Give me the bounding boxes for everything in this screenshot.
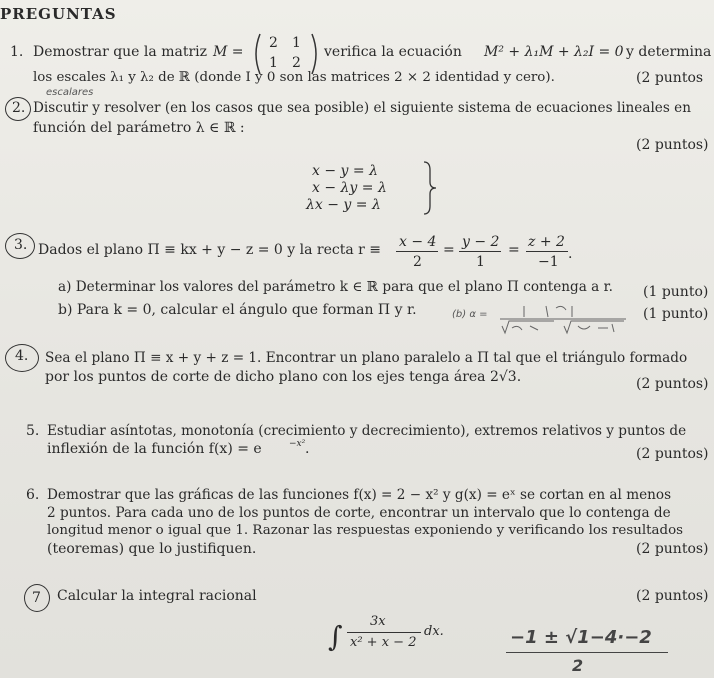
q7-text: Calcular la integral racional (57, 588, 257, 604)
q2-text-line2: función del parámetro λ ∈ ℝ : (33, 120, 245, 136)
q3-frac3-num: z + 2 (528, 234, 565, 250)
q5-points: (2 puntos) (636, 446, 709, 462)
q7-handwritten-bar (506, 652, 668, 653)
q3-eq-sign2: = (508, 242, 520, 258)
q2-text-line1: Discutir y resolver (en los casos que sea posible) el siguiente sistema de ecuaciones lineales en (33, 100, 691, 116)
q2-system-brace (420, 160, 440, 216)
q5-text-end: . (305, 441, 310, 457)
q6-text-line2: 2 puntos. Para cada uno de los puntos de corte, encontrar un intervalo que lo contenga de (47, 505, 671, 521)
q3-handwritten-formula (494, 300, 634, 336)
q7-integral-sign: ∫ (328, 620, 343, 653)
q1-matrix-a22: 2 (292, 55, 301, 71)
q3-frac3-den: −1 (538, 254, 559, 270)
q3-frac1-bar (396, 251, 438, 252)
q1-handwritten-note: escalares (46, 87, 94, 98)
q3-period: . (568, 246, 573, 262)
q3-part-a-points: (1 punto) (643, 284, 709, 300)
q6-points: (2 puntos) (636, 541, 709, 557)
q3-handwritten-alpha: (b) α = (452, 309, 488, 320)
q7-integral-num: 3x (370, 614, 386, 629)
q2-system-eq1: x − y = λ (312, 163, 378, 179)
q4-number: 4. (15, 348, 29, 364)
q7-handwritten-den: 2 (572, 656, 584, 675)
q7-integral-bar (347, 632, 421, 633)
q3-frac2-num: y − 2 (462, 234, 500, 250)
q7-handwritten-formula: −1 ± √1−4·−2 (510, 627, 652, 648)
q6-number: 6. (26, 487, 40, 503)
q5-exponent: −x² (289, 439, 306, 449)
q3-frac3-bar (526, 251, 568, 252)
q6-text-line1: Demostrar que las gráficas de las funciones f(x) = 2 − x² y g(x) = eˣ se cortan en al menos (47, 487, 672, 503)
q7-points: (2 puntos) (636, 588, 709, 604)
q1-text-line2: los escales λ₁ y λ₂ de ℝ (donde I y 0 son las matrices 2 × 2 identidad y cero). (33, 70, 555, 85)
q1-text-b: verifica la ecuación (324, 44, 462, 60)
q2-points: (2 puntos) (636, 137, 709, 153)
q1-matrix-a12: 1 (292, 35, 301, 51)
q2-system-eq3: λx − y = λ (306, 197, 381, 213)
q3-eq-sign1: = (443, 242, 455, 258)
q3-frac2-den: 1 (476, 254, 485, 270)
q7-integral-den: x² + x − 2 (350, 635, 417, 650)
q5-number: 5. (26, 423, 40, 439)
q5-text-line2: inflexión de la función f(x) = e (47, 441, 262, 457)
q5-text-line1: Estudiar asíntotas, monotonía (crecimiento y decrecimiento), extremos relativos y puntos de (47, 423, 687, 439)
q3-part-b-points: (1 punto) (643, 306, 709, 322)
q3-intro: Dados el plano Π ≡ kx + y − z = 0 y la recta r ≡ (38, 242, 381, 258)
q1-matrix-a21: 1 (269, 55, 278, 71)
q6-text-line4: (teoremas) que lo justifiquen. (47, 541, 257, 557)
q4-points: (2 puntos) (636, 376, 709, 392)
q2-number: 2. (12, 100, 26, 116)
q3-frac1-den: 2 (413, 254, 422, 270)
q4-text-line2: por los puntos de corte de dicho plano con los ejes tenga área 2√3. (45, 369, 522, 385)
q1-text-c: y determina (626, 44, 712, 60)
q1-number: 1. (10, 44, 24, 60)
q7-number: 7 (32, 590, 41, 606)
q6-text-line3: longitud menor o igual que 1. Razonar las respuestas exponiendo y verificando los resultados (47, 523, 684, 538)
q3-part-a: a) Determinar los valores del parámetro k ∈ ℝ para que el plano Π contenga a r. (58, 279, 613, 295)
q3-number: 3. (14, 237, 28, 253)
q1-equation: M² + λ₁M + λ₂I = 0 (484, 44, 624, 60)
q7-integral-dx: dx. (424, 624, 444, 639)
q1-points: (2 puntos (636, 70, 704, 86)
q3-part-b: b) Para k = 0, calcular el ángulo que forman Π y r. (58, 302, 417, 318)
q1-matrix-a11: 2 (269, 35, 278, 51)
q2-system-eq2: x − λy = λ (312, 180, 387, 196)
section-title: PREGUNTAS (0, 5, 117, 23)
q1-text-a: Demostrar que la matriz (33, 44, 207, 60)
q3-frac2-bar (459, 251, 501, 252)
q3-frac1-num: x − 4 (399, 234, 437, 250)
q4-text-line1: Sea el plano Π ≡ x + y + z = 1. Encontrar un plano paralelo a Π tal que el triángulo formado (45, 350, 688, 366)
q1-matrix-prefix: M = (213, 44, 244, 60)
